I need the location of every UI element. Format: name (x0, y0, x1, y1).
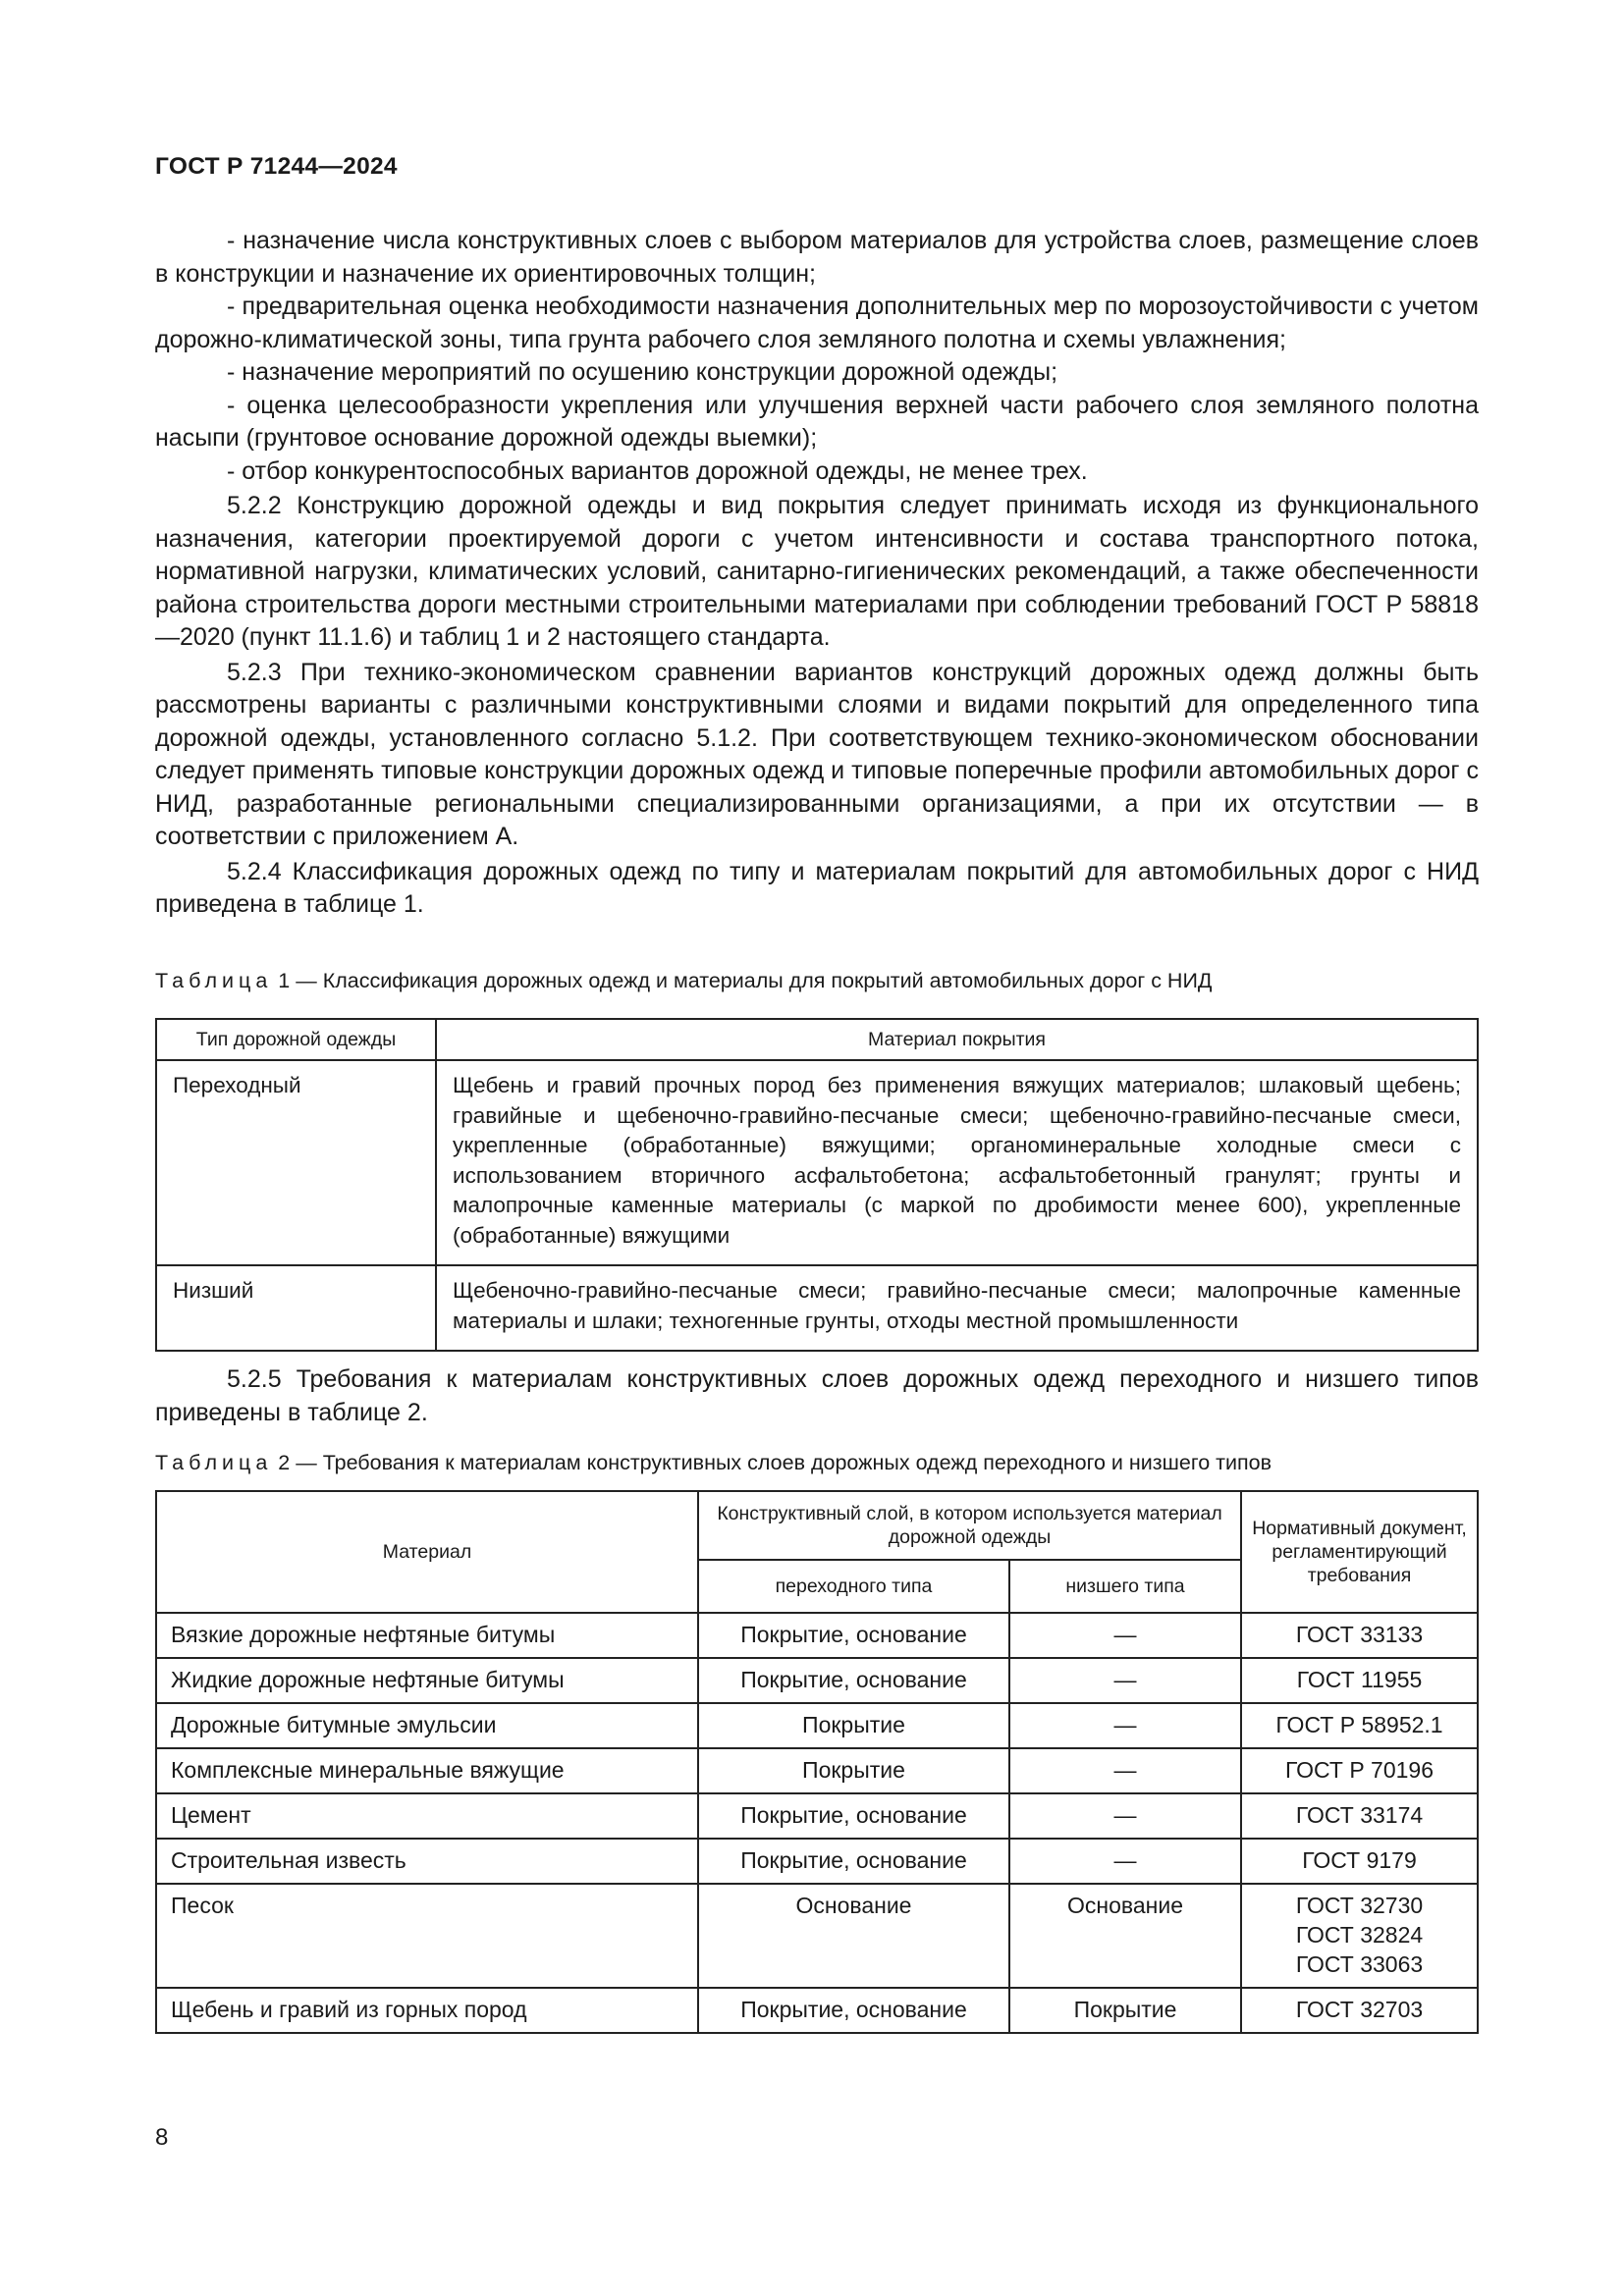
paragraph-5-2-5: 5.2.5 Требования к материалам конструктивных слоев дорожных одежд переходного и низшего типов приведены в таблице 2. (155, 1365, 1479, 1426)
table2-cell-transitional: Покрытие (698, 1748, 1009, 1793)
table2-cell-lower: — (1009, 1793, 1241, 1839)
table2-header-material: Материал (156, 1491, 698, 1613)
table-row (156, 1884, 1478, 1988)
table-row (156, 1793, 1478, 1839)
body-text (155, 225, 1479, 922)
paragraph: - назначение мероприятий по осушению конструкции дорожной одежды; (227, 358, 1058, 386)
table1-header-row (156, 1019, 1478, 1060)
paragraph: - назначение числа конструктивных слоев с выбором материалов для устройства слоев, размещение слоев в конструкции и назначение их ориентировочных толщин; (155, 227, 1479, 288)
table2-cell-document: ГОСТ 33133 (1241, 1613, 1478, 1658)
table1-cell-type: Переходный (156, 1060, 436, 1265)
table2-cell-transitional: Покрытие, основание (698, 1793, 1009, 1839)
paragraph-5-2-4: 5.2.4 Классификация дорожных одежд по типу и материалам покрытий для автомобильных дорог с НИД приведена в таблице 1. (155, 857, 1479, 918)
table2-cell-material: Жидкие дорожные нефтяные битумы (156, 1658, 698, 1703)
table-row (156, 1988, 1478, 2033)
table2-cell-document: ГОСТ 32703 (1241, 1988, 1478, 2033)
table-2 (155, 1490, 1479, 2034)
table2-document-line: ГОСТ 33063 (1295, 1951, 1424, 1977)
table1-caption-text: 1 — Классификация дорожных одежд и материалы для покрытий автомобильных дорог с НИД (278, 969, 1213, 992)
paragraph-5-2-2: 5.2.2 Конструкцию дорожной одежды и вид покрытия следует принимать исходя из функционального назначения, категории проектируемой дороги с учетом интенсивности и состава транспортного потока, нормативной нагрузки, климатических условий, санитарно-гигиенических рекомендаций, а также обеспеченности района строительства дороги местными строительными материалами при соблюдении требований ГОСТ Р 58818—2020 (пункт 11.1.6) и таблиц 1 и 2 настоящего стандарта. (155, 492, 1479, 651)
table-row (156, 1703, 1478, 1748)
table2-cell-material: Цемент (156, 1793, 698, 1839)
table2-cell-lower: Основание (1009, 1884, 1241, 1988)
table2-cell-lower: — (1009, 1703, 1241, 1748)
table-row (156, 1658, 1478, 1703)
page-number: 8 (155, 2124, 169, 2151)
table1-caption-label: Таблица (155, 969, 273, 992)
table1-cell-type: Низший (156, 1265, 436, 1351)
table-1 (155, 1018, 1479, 1352)
table2-cell-lower: Покрытие (1009, 1988, 1241, 2033)
table2-cell-lower: — (1009, 1839, 1241, 1884)
table2-header-transitional: переходного типа (698, 1560, 1009, 1613)
paragraph: - оценка целесообразности укрепления или улучшения верхней части рабочего слоя земляного полотна насыпи (грунтовое основание дорожной одежды выемки); (155, 391, 1479, 452)
table2-header-lower: низшего типа (1009, 1560, 1241, 1613)
table2-cell-document (1241, 1884, 1478, 1988)
table-row (156, 1613, 1478, 1658)
table2-cell-transitional: Покрытие (698, 1703, 1009, 1748)
table2-cell-lower: — (1009, 1748, 1241, 1793)
table1-header-type: Тип дорожной одежды (156, 1019, 436, 1060)
table-row (156, 1265, 1478, 1351)
table2-cell-lower: — (1009, 1658, 1241, 1703)
table2-cell-transitional: Покрытие, основание (698, 1839, 1009, 1884)
table1-caption (155, 969, 1212, 993)
document-header: ГОСТ Р 71244—2024 (155, 153, 398, 180)
table2-header-row (156, 1491, 1478, 1560)
table-row (156, 1748, 1478, 1793)
table2-cell-material: Вязкие дорожные нефтяные битумы (156, 1613, 698, 1658)
table2-cell-material: Песок (156, 1884, 698, 1988)
table2-cell-material: Щебень и гравий из горных пород (156, 1988, 698, 2033)
table2-cell-transitional: Покрытие, основание (698, 1988, 1009, 2033)
table2-cell-transitional: Основание (698, 1884, 1009, 1988)
table1-cell-material: Щебень и гравий прочных пород без применения вяжущих материалов; шлаковый щебень; гравийные и щебеночно-гравийно-песчаные смеси; щебеночно-гравийно-песчаные смеси, укрепленные (обработанные) вяжущими; органоминеральные холодные смеси с использованием вторичного асфальтобетона; асфальтобетонный гранулят; грунты и малопрочные каменные материалы (с маркой по дробимости менее 600), укрепленные (обработанные) вяжущими (436, 1060, 1478, 1265)
paragraph-5-2-3: 5.2.3 При технико-экономическом сравнении вариантов конструкций дорожных одежд должны быть рассмотрены варианты с различными конструктивными слоями и видами покрытий для определенного типа дорожной одежды, установленного согласно 5.1.2. При соответствующем технико-экономическом обосновании следует применять типовые конструкции дорожных одежд и типовые поперечные профили автомобильных дорог с НИД, разработанные региональными специализированными организациями, а при их отсутствии — в соответствии с приложением А. (155, 658, 1479, 850)
paragraph: - предварительная оценка необходимости назначения дополнительных мер по морозоустойчивости с учетом дорожно-климатической зоны, типа грунта рабочего слоя земляного полотна и схемы увлажнения; (155, 293, 1479, 353)
table2-document-line: ГОСТ 32824 (1295, 1922, 1424, 1948)
table2-caption-text: 2 — Требования к материалам конструктивных слоев дорожных одежд переходного и низшего типов (278, 1451, 1272, 1474)
table2-cell-material: Строительная известь (156, 1839, 698, 1884)
table2-cell-transitional: Покрытие, основание (698, 1658, 1009, 1703)
table2-cell-transitional: Покрытие, основание (698, 1613, 1009, 1658)
table-row (156, 1060, 1478, 1265)
table-row (156, 1839, 1478, 1884)
paragraph: - отбор конкурентоспособных вариантов дорожной одежды, не менее трех. (227, 456, 1088, 485)
table2-document-line: ГОСТ 32730 (1295, 1893, 1424, 1918)
table2-cell-document: ГОСТ Р 70196 (1241, 1748, 1478, 1793)
table2-cell-document: ГОСТ 33174 (1241, 1793, 1478, 1839)
table2-header-layer: Конструктивный слой, в котором используется материал дорожной одежды (698, 1491, 1241, 1560)
table2-cell-document: ГОСТ 9179 (1241, 1839, 1478, 1884)
table2-cell-document: ГОСТ Р 58952.1 (1241, 1703, 1478, 1748)
table2-cell-lower: — (1009, 1613, 1241, 1658)
table2-cell-material: Комплексные минеральные вяжущие (156, 1748, 698, 1793)
body-text-2 (155, 1363, 1479, 1429)
table2-caption-label: Таблица (155, 1451, 273, 1474)
table1-cell-material: Щебеночно-гравийно-песчаные смеси; гравийно-песчаные смеси; малопрочные каменные материалы и шлаки; техногенные грунты, отходы местной промышленности (436, 1265, 1478, 1351)
table2-header-document: Нормативный документ, регламентирующий требования (1241, 1491, 1478, 1613)
table2-caption (155, 1451, 1272, 1475)
table2-cell-document: ГОСТ 11955 (1241, 1658, 1478, 1703)
table1-header-material: Материал покрытия (436, 1019, 1478, 1060)
table2-cell-material: Дорожные битумные эмульсии (156, 1703, 698, 1748)
